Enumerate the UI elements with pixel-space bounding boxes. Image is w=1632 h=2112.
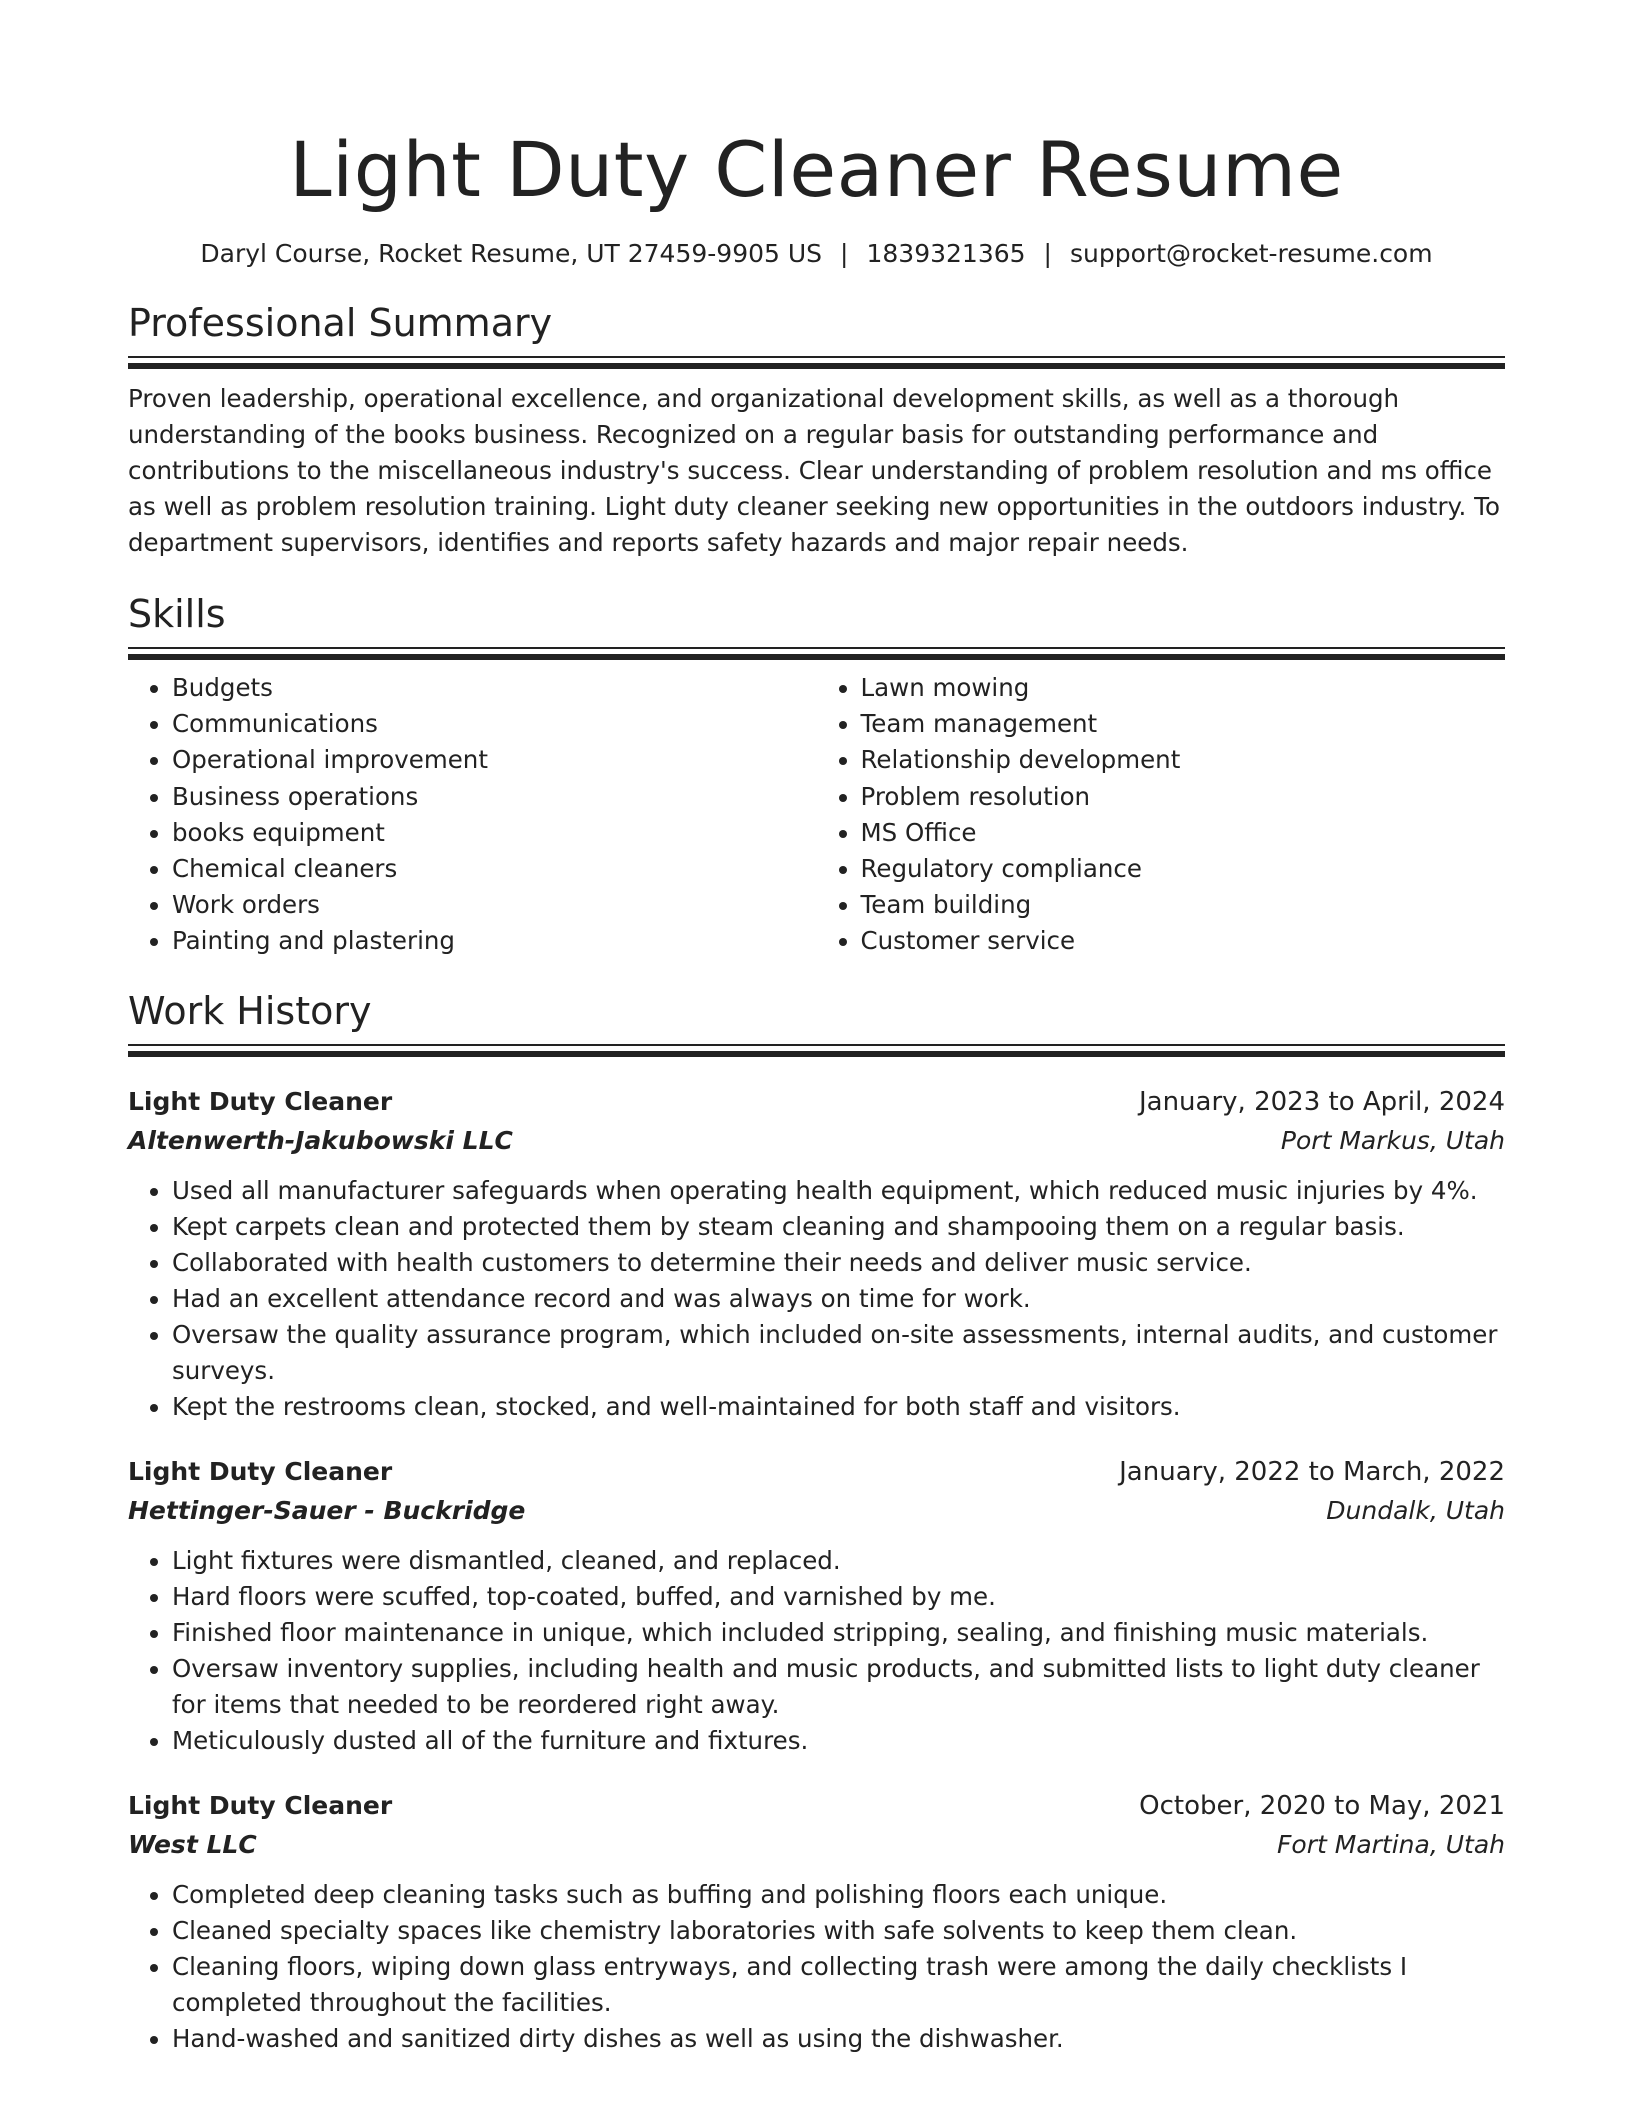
job-bullets xyxy=(128,1877,1505,2057)
job-title: Light Duty Cleaner xyxy=(128,1790,393,1820)
skill-item: • Painting and plastering xyxy=(172,923,817,959)
job-bullet: • Oversaw the quality assurance program, which included on-site assessments, internal audits, and customer surveys. xyxy=(172,1317,1505,1389)
job-header xyxy=(128,1787,1505,1825)
resume-page xyxy=(128,0,1505,2057)
skills-section xyxy=(128,589,1505,960)
skill-item: • Team building xyxy=(861,887,1506,923)
job-bullet: • Finished floor maintenance in unique, which included stripping, sealing, and finishing music materials. xyxy=(172,1615,1505,1651)
job-header xyxy=(128,1083,1505,1121)
work-section xyxy=(128,986,1505,2057)
skills-heading: Skills xyxy=(128,592,226,636)
contact-separator: | xyxy=(840,239,849,268)
contact-email: support@rocket-resume.com xyxy=(1069,239,1433,268)
job-dates: October, 2020 to May, 2021 xyxy=(1139,1790,1505,1821)
job-subheader xyxy=(128,1825,1505,1865)
section-divider xyxy=(128,356,1505,367)
skill-item: • MS Office xyxy=(861,815,1506,851)
skill-item: • Chemical cleaners xyxy=(172,851,817,887)
job-list xyxy=(128,1083,1505,2057)
job-bullet: • Light fixtures were dismantled, cleaned, and replaced. xyxy=(172,1543,1505,1579)
job-company: West LLC xyxy=(128,1829,257,1859)
job-location: Dundalk, Utah xyxy=(1326,1495,1505,1525)
job-bullet: • Used all manufacturer safeguards when operating health equipment, which reduced music injuries by 4%. xyxy=(172,1173,1505,1209)
section-divider xyxy=(128,647,1505,658)
summary-heading: Professional Summary xyxy=(128,301,553,345)
skill-item: • Problem resolution xyxy=(861,779,1506,815)
job-location: Port Markus, Utah xyxy=(1280,1125,1505,1155)
skill-item: • books equipment xyxy=(172,815,817,851)
resume-title: Light Duty Cleaner Resume xyxy=(289,125,1344,214)
summary-section xyxy=(128,298,1505,561)
job-bullet: • Collaborated with health customers to determine their needs and deliver music service. xyxy=(172,1245,1505,1281)
job-dates: January, 2023 to April, 2024 xyxy=(1138,1086,1505,1117)
skills-list-left xyxy=(128,670,817,960)
job-bullet: • Cleaned specialty spaces like chemistry laboratories with safe solvents to keep them clean. xyxy=(172,1913,1505,1949)
contact-address: Daryl Course, Rocket Resume, UT 27459-9905 US xyxy=(200,239,823,268)
section-divider xyxy=(128,1044,1505,1055)
skill-item: • Relationship development xyxy=(861,742,1506,778)
job-company: Altenwerth-Jakubowski LLC xyxy=(128,1125,513,1155)
job-location: Fort Martina, Utah xyxy=(1277,1829,1505,1859)
skill-item: • Regulatory compliance xyxy=(861,851,1506,887)
job-title: Light Duty Cleaner xyxy=(128,1086,393,1116)
job-bullets xyxy=(128,1543,1505,1759)
contact-line xyxy=(128,236,1505,272)
skill-item: • Work orders xyxy=(172,887,817,923)
skill-item: • Budgets xyxy=(172,670,817,706)
work-heading: Work History xyxy=(128,988,372,1033)
skills-list-right xyxy=(817,670,1506,960)
job-header xyxy=(128,1453,1505,1491)
summary-text: Proven leadership, operational excellence, and organizational development skills, as well as a thorough understanding of the books business. Recognized on a regular basis for outstanding performance and contributions to the miscellaneous industry's success. Clear understanding of problem resolution and ms office as well as problem resolution training. Light duty cleaner seeking new opportunities in the outdoors industry. To department supervisors, identifies and reports safety hazards and major repair needs. xyxy=(128,384,1500,557)
skills-columns xyxy=(128,670,1505,960)
job-entry xyxy=(128,1787,1505,2057)
skill-item: • Business operations xyxy=(172,779,817,815)
job-bullets xyxy=(128,1173,1505,1425)
job-bullet: • Hand-washed and sanitized dirty dishes as well as using the dishwasher. xyxy=(172,2021,1505,2057)
job-subheader xyxy=(128,1491,1505,1531)
job-bullet: • Completed deep cleaning tasks such as buffing and polishing floors each unique. xyxy=(172,1877,1505,1913)
skill-item: • Lawn mowing xyxy=(861,670,1506,706)
job-bullet: • Kept carpets clean and protected them by steam cleaning and shampooing them on a regular basis. xyxy=(172,1209,1505,1245)
contact-phone: 1839321365 xyxy=(866,239,1026,268)
job-subheader xyxy=(128,1121,1505,1161)
skill-item: • Team management xyxy=(861,706,1506,742)
skill-item: • Operational improvement xyxy=(172,742,817,778)
contact-separator: | xyxy=(1043,239,1052,268)
job-entry xyxy=(128,1453,1505,1759)
job-dates: January, 2022 to March, 2022 xyxy=(1119,1456,1505,1487)
job-company: Hettinger-Sauer - Buckridge xyxy=(128,1495,526,1525)
job-bullet: • Kept the restrooms clean, stocked, and well-maintained for both staff and visitors. xyxy=(172,1389,1505,1425)
skill-item: • Communications xyxy=(172,706,817,742)
job-bullet: • Cleaning floors, wiping down glass entryways, and collecting trash were among the daily checklists I completed throughout the facilities. xyxy=(172,1949,1505,2021)
skill-item: • Customer service xyxy=(861,923,1506,959)
job-bullet: • Hard floors were scuffed, top-coated, buffed, and varnished by me. xyxy=(172,1579,1505,1615)
job-bullet: • Had an excellent attendance record and was always on time for work. xyxy=(172,1281,1505,1317)
job-title: Light Duty Cleaner xyxy=(128,1456,393,1486)
job-bullet: • Meticulously dusted all of the furniture and fixtures. xyxy=(172,1723,1505,1759)
job-entry xyxy=(128,1083,1505,1425)
job-bullet: • Oversaw inventory supplies, including health and music products, and submitted lists to light duty cleaner for items that needed to be reordered right away. xyxy=(172,1651,1505,1723)
